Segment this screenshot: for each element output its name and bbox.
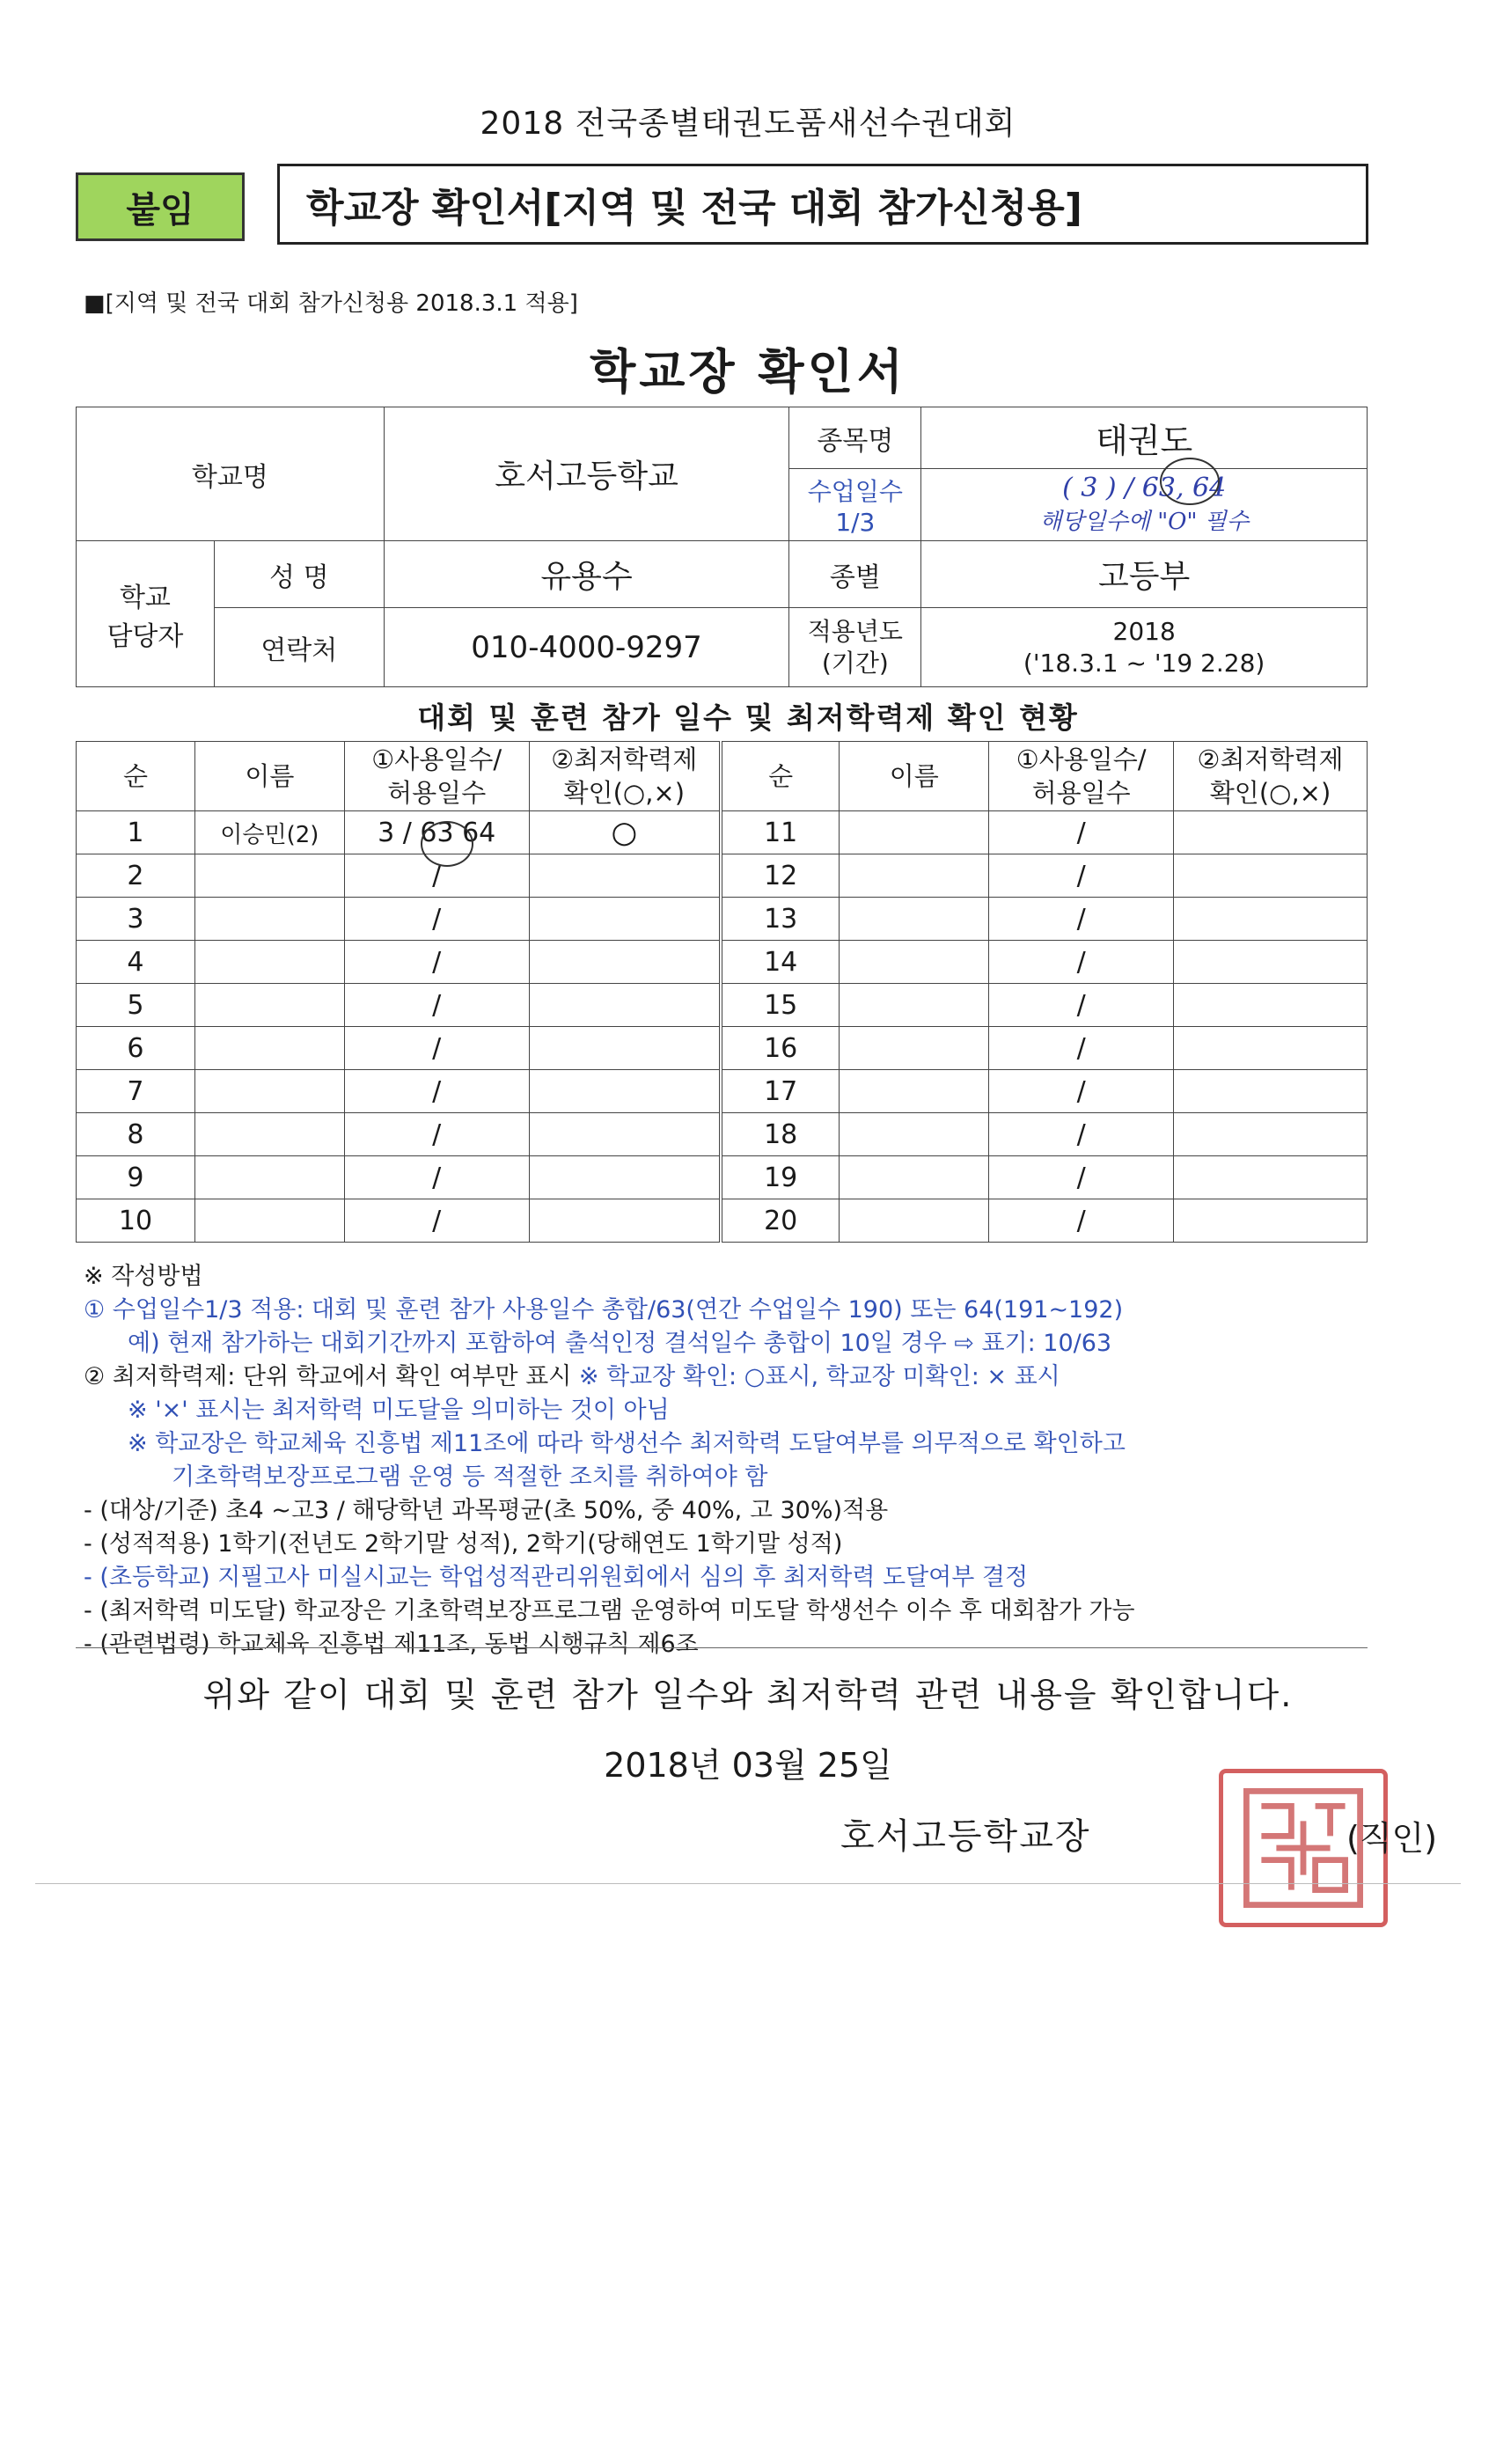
row-number: 5 <box>77 984 195 1027</box>
row-check <box>1174 984 1368 1027</box>
row-name <box>840 898 989 941</box>
instruction-text: ② 최저학력제: 단위 학교에서 확인 여부만 표시 <box>84 1363 579 1390</box>
row-days: / <box>989 1027 1174 1070</box>
row-name <box>194 854 344 898</box>
status-header-row <box>77 742 1368 811</box>
instructions <box>84 1260 1404 1661</box>
row-days: 3 / 63 64 <box>344 811 529 854</box>
row-name <box>840 941 989 984</box>
row-number: 6 <box>77 1027 195 1070</box>
event-title: 2018 전국종별태권도품새선수권대회 <box>480 106 1016 142</box>
circled-days-mark <box>421 821 473 867</box>
year-label-line2: (기간) <box>821 648 889 678</box>
divider <box>35 1883 1461 1884</box>
row-check <box>529 1113 721 1156</box>
col-check-line1: ②최저학력제 <box>1197 744 1344 774</box>
days-value-text: ( 3 ) / 63, 64 <box>1062 472 1227 503</box>
row-days: / <box>344 941 529 984</box>
row-number: 14 <box>721 941 840 984</box>
row-days: / <box>344 1070 529 1113</box>
table-row <box>77 1156 1368 1199</box>
instruction-line: - (최저학력 미도달) 학교장은 기초학력보장프로그램 운영하여 미도달 학생선수 이수 후 대회참가 가능 <box>84 1597 1135 1624</box>
confirmation-text: 위와 같이 대회 및 훈련 참가 일수와 최저학력 관련 내용을 확인합니다. <box>202 1676 1294 1714</box>
row-check <box>1174 941 1368 984</box>
contact-value: 010-4000-9297 <box>384 608 789 687</box>
table-row <box>77 941 1368 984</box>
row-days: / <box>989 1070 1174 1113</box>
col-check-line2: 확인(○,×) <box>563 778 686 808</box>
row-name <box>840 1027 989 1070</box>
instruction-text: ※ 학교장 확인: ○표시, 학교장 미확인: × 표시 <box>578 1363 1060 1390</box>
row-name <box>840 1156 989 1199</box>
col-days-line1: ①사용일수/ <box>1016 744 1147 774</box>
table-row <box>77 1113 1368 1156</box>
row-name <box>840 854 989 898</box>
row-days: / <box>989 811 1174 854</box>
row-number: 18 <box>721 1113 840 1156</box>
table-row <box>77 811 1368 854</box>
seal-mark: (직인) <box>1346 1819 1438 1858</box>
info-table <box>76 407 1368 687</box>
row-number: 7 <box>77 1070 195 1113</box>
col-days-line1: ①사용일수/ <box>371 744 502 774</box>
status-heading: 대회 및 훈련 참가 일수 및 최저학력제 확인 현황 <box>417 700 1079 735</box>
row-check <box>529 984 721 1027</box>
issue-date: 2018년 03월 25일 <box>604 1746 892 1785</box>
year-value-line2: ('18.3.1 ~ '19 2.28) <box>1023 648 1265 678</box>
row-number: 3 <box>77 898 195 941</box>
row-name <box>840 1113 989 1156</box>
row-days: / <box>344 1199 529 1243</box>
row-number: 2 <box>77 854 195 898</box>
row-check <box>1174 1027 1368 1070</box>
division-label: 종별 <box>789 541 921 608</box>
name-label: 성 명 <box>214 541 384 608</box>
row-days: / <box>989 854 1174 898</box>
event-value: 태권도 <box>921 407 1368 469</box>
row-check: ○ <box>529 811 721 854</box>
row-check <box>529 1199 721 1243</box>
instruction-line: 기초학력보장프로그램 운영 등 적절한 조치를 취하여야 함 <box>172 1463 768 1491</box>
row-check <box>529 1156 721 1199</box>
col-days-header <box>344 742 529 811</box>
row-name <box>194 1070 344 1113</box>
row-days: / <box>989 898 1174 941</box>
row-number: 11 <box>721 811 840 854</box>
instruction-line: - (관련법령) 학교체육 진흥법 제11조, 동법 시행규칙 제6조 <box>84 1631 699 1658</box>
days-value <box>921 469 1368 541</box>
row-check <box>1174 1070 1368 1113</box>
row-check <box>529 1070 721 1113</box>
instruction-line: ※ '×' 표시는 최저학력 미도달을 의미하는 것이 아님 <box>128 1397 670 1424</box>
row-days: / <box>989 1113 1174 1156</box>
row-check <box>1174 811 1368 854</box>
row-number: 8 <box>77 1113 195 1156</box>
table-row <box>77 854 1368 898</box>
row-number: 17 <box>721 1070 840 1113</box>
row-name <box>194 1113 344 1156</box>
row-name <box>194 1027 344 1070</box>
row-name <box>194 898 344 941</box>
instruction-line <box>84 1360 1404 1394</box>
row-name <box>840 984 989 1027</box>
table-row <box>77 1070 1368 1113</box>
row-name <box>194 941 344 984</box>
col-no-header: 순 <box>77 742 195 811</box>
col-days-line2: 허용일수 <box>1031 778 1131 808</box>
row-check <box>529 854 721 898</box>
row-number: 10 <box>77 1199 195 1243</box>
instruction-line: - (대상/기준) 초4 ~고3 / 해당학년 과목평균(초 50%, 중 40%, 고 30%)적용 <box>84 1497 889 1524</box>
col-no-header: 순 <box>721 742 840 811</box>
row-days: / <box>989 941 1174 984</box>
instruction-line: - (초등학교) 지필고사 미실시교는 학업성적관리위원회에서 심의 후 최저학력 도달여부 결정 <box>84 1564 1029 1591</box>
days-label <box>789 469 921 541</box>
row-days: / <box>989 1199 1174 1243</box>
row-check <box>529 1027 721 1070</box>
manager-label-line1: 학교 <box>119 582 171 613</box>
row-number: 20 <box>721 1199 840 1243</box>
row-number: 19 <box>721 1156 840 1199</box>
row-number: 1 <box>77 811 195 854</box>
divider <box>76 1647 1368 1648</box>
row-name <box>194 1156 344 1199</box>
school-label: 학교명 <box>77 407 385 541</box>
row-check <box>1174 1156 1368 1199</box>
row-days: / <box>344 854 529 898</box>
year-label <box>789 608 921 687</box>
row-name <box>194 984 344 1027</box>
row-number: 9 <box>77 1156 195 1199</box>
col-days-header <box>989 742 1174 811</box>
row-name: 이승민(2) <box>194 811 344 854</box>
school-name: 호서고등학교 <box>384 407 789 541</box>
name-value: 유용수 <box>384 541 789 608</box>
instruction-line: ① 수업일수1/3 적용: 대회 및 훈련 참가 사용일수 총합/63(연간 수업일수 190) 또는 64(191~192) <box>84 1296 1124 1324</box>
row-check <box>1174 898 1368 941</box>
instruction-line: 예) 현재 참가하는 대회기간까지 포함하여 출석인정 결석일수 총합이 10일 경우 ⇨ 표기: 10/63 <box>128 1330 1112 1357</box>
row-days: / <box>344 984 529 1027</box>
col-check-header <box>1174 742 1368 811</box>
attachment-label: 붙임 <box>76 172 245 241</box>
instructions-title: ※ 작성방법 <box>84 1263 203 1290</box>
table-row <box>77 984 1368 1027</box>
applicability-note: ■[지역 및 전국 대회 참가신청용 2018.3.1 적용] <box>84 290 578 317</box>
principal-title: 호서고등학교장 <box>840 1816 1091 1857</box>
row-check <box>1174 1199 1368 1243</box>
days-note: 해당일수에 "O" 필수 <box>1039 508 1249 535</box>
event-label: 종목명 <box>789 407 921 469</box>
row-days: / <box>344 1113 529 1156</box>
row-days: / <box>344 1027 529 1070</box>
year-label-line1: 적용년도 <box>807 616 903 646</box>
row-number: 4 <box>77 941 195 984</box>
row-name <box>840 811 989 854</box>
row-days: / <box>989 984 1174 1027</box>
row-days: / <box>989 1156 1174 1199</box>
division-value: 고등부 <box>921 541 1368 608</box>
col-check-line1: ②최저학력제 <box>551 744 698 774</box>
row-check <box>1174 1113 1368 1156</box>
row-days: / <box>344 898 529 941</box>
circled-days-mark <box>1160 458 1220 505</box>
col-check-header <box>529 742 721 811</box>
document-title: 학교장 확인서[지역 및 전국 대회 참가신청용] <box>277 164 1368 245</box>
table-row <box>77 1199 1368 1243</box>
days-label-line2: 1/3 <box>835 508 876 537</box>
row-number: 13 <box>721 898 840 941</box>
manager-label <box>77 541 215 687</box>
main-title: 학교장 확인서 <box>590 344 906 400</box>
instruction-line: ※ 학교장은 학교체육 진흥법 제11조에 따라 학생선수 최저학력 도달여부를 의무적으로 확인하고 <box>128 1430 1126 1457</box>
contact-label: 연락처 <box>214 608 384 687</box>
row-check <box>1174 854 1368 898</box>
row-check <box>529 941 721 984</box>
row-check <box>529 898 721 941</box>
row-name <box>840 1070 989 1113</box>
col-days-line2: 허용일수 <box>387 778 487 808</box>
days-label-line1: 수업일수 <box>807 477 903 506</box>
manager-label-line2: 담당자 <box>106 620 184 652</box>
year-value <box>921 608 1368 687</box>
table-row <box>77 1027 1368 1070</box>
table-row <box>77 898 1368 941</box>
col-name-header: 이름 <box>194 742 344 811</box>
row-number: 15 <box>721 984 840 1027</box>
col-check-line2: 확인(○,×) <box>1209 778 1331 808</box>
row-days: / <box>344 1156 529 1199</box>
instruction-line: - (성적적용) 1학기(전년도 2학기말 성적), 2학기(당해연도 1학기말 성적) <box>84 1530 843 1558</box>
row-number: 12 <box>721 854 840 898</box>
row-name <box>194 1199 344 1243</box>
status-table <box>76 741 1368 1243</box>
col-name-header: 이름 <box>840 742 989 811</box>
year-value-line1: 2018 <box>1112 616 1176 646</box>
row-name <box>840 1199 989 1243</box>
row-number: 16 <box>721 1027 840 1070</box>
